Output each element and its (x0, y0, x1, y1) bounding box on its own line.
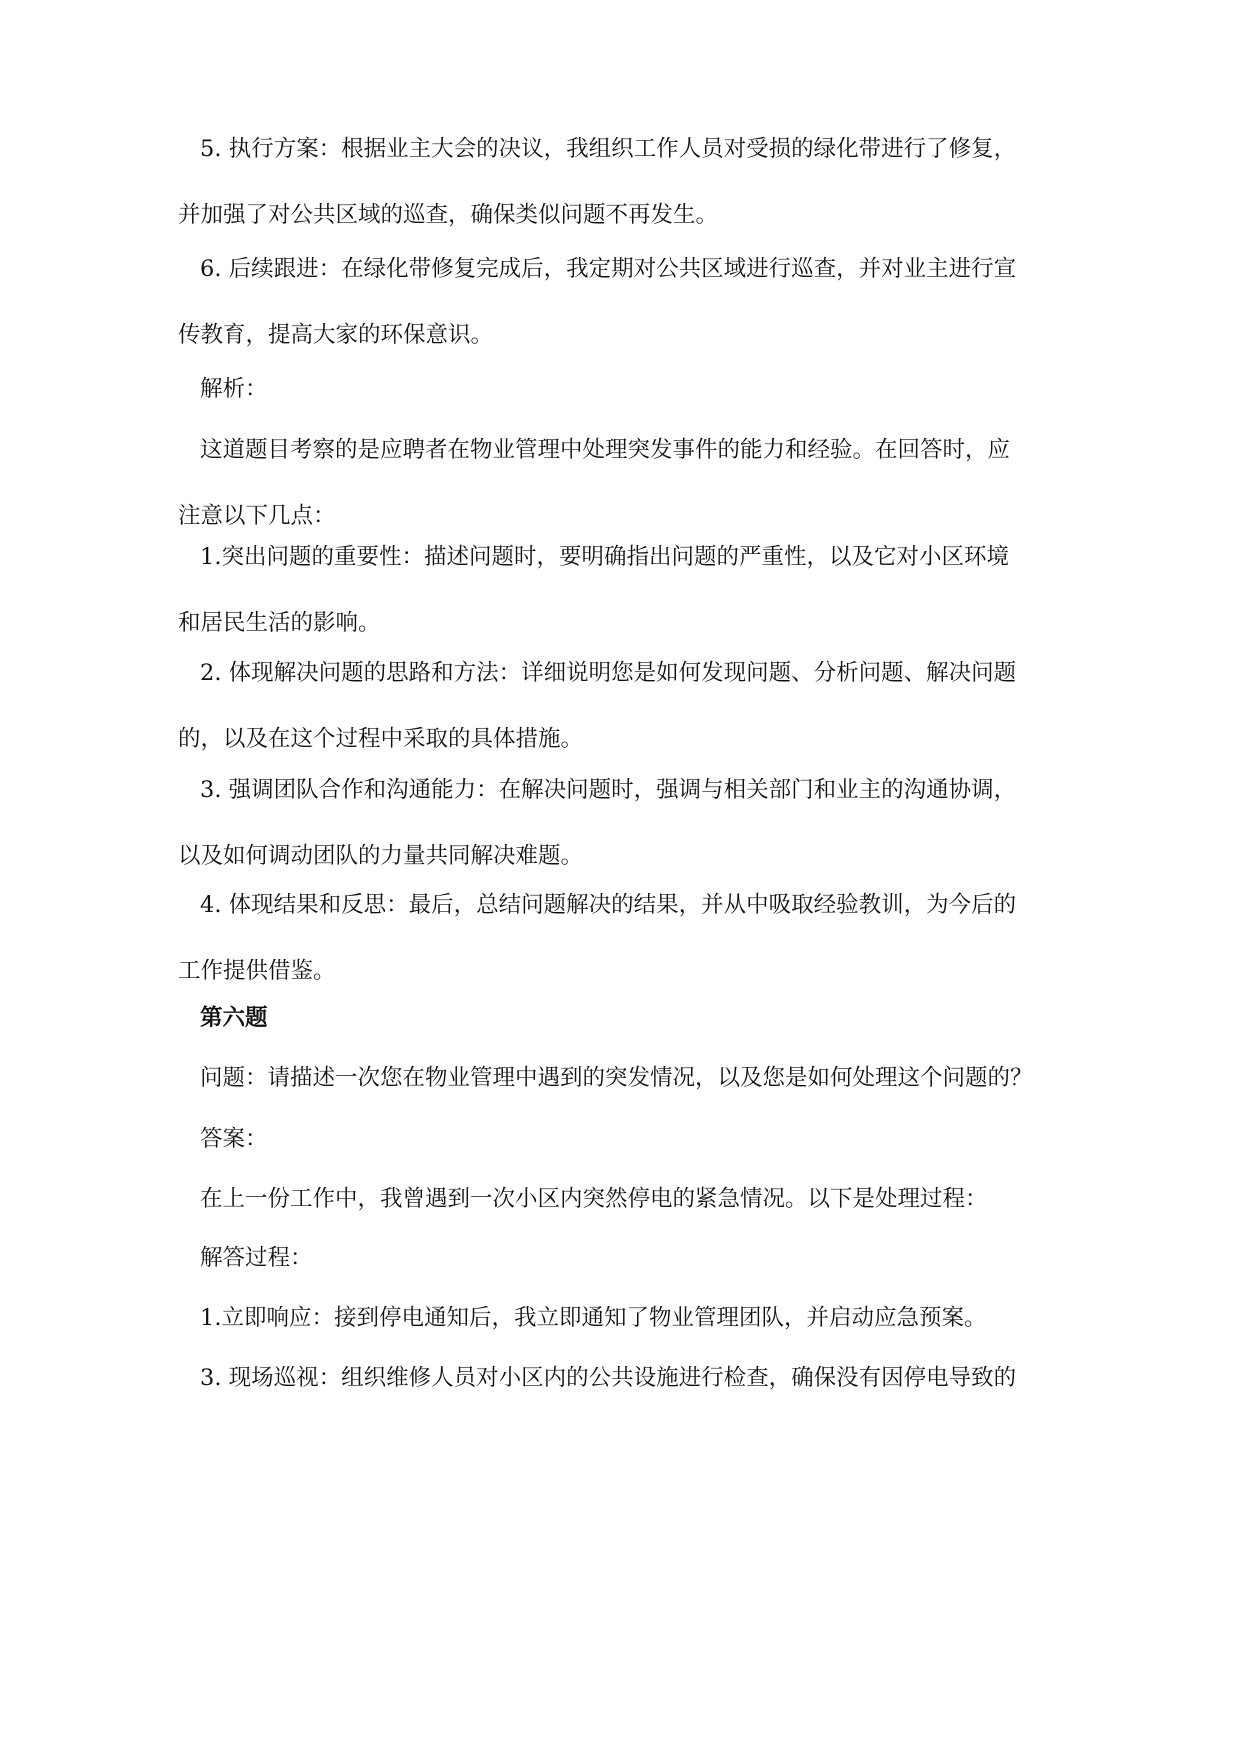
paragraph-line: 和居民生活的影响。 (178, 610, 381, 636)
paragraph-line: 3. 强调团队合作和沟通能力：在解决问题时，强调与相关部门和业主的沟通协调， (200, 777, 1017, 803)
paragraph-analysis-label (200, 356, 1102, 422)
paragraph-process-step-3 (200, 1345, 1102, 1411)
paragraph-line: 解答过程： (200, 1245, 313, 1271)
section-heading (200, 985, 1102, 1051)
paragraph-line: 以及如何调动团队的力量共同解决难题。 (178, 843, 584, 869)
paragraph-line: 1.立即响应：接到停电通知后，我立即通知了物业管理团队，并启动应急预案。 (200, 1305, 987, 1331)
paragraph-step-6 (178, 236, 1102, 368)
paragraph-point-1 (178, 524, 1102, 656)
heading-text: 第六题 (200, 1005, 268, 1031)
paragraph-line: 6. 后续跟进：在绿化带修复完成后，我定期对公共区域进行巡查，并对业主进行宣 (200, 256, 1017, 282)
paragraph-line: 5. 执行方案：根据业主大会的决议，我组织工作人员对受损的绿化带进行了修复， (200, 136, 1017, 162)
paragraph-line: 在上一份工作中，我曾遇到一次小区内突然停电的紧急情况。以下是处理过程： (200, 1186, 988, 1212)
paragraph-answer-intro (200, 1166, 1102, 1232)
paragraph-line: 工作提供借鉴。 (178, 958, 336, 984)
paragraph-process-label (200, 1225, 1102, 1291)
paragraph-question (200, 1045, 1102, 1111)
paragraph-process-step-1 (200, 1285, 1102, 1351)
paragraph-point-2 (178, 640, 1102, 772)
paragraph-line: 答案： (200, 1126, 268, 1152)
paragraph-line: 这道题目考察的是应聘者在物业管理中处理突发事件的能力和经验。在回答时，应 (200, 437, 1011, 463)
paragraph-step-5 (178, 116, 1102, 248)
paragraph-line: 解析： (200, 376, 268, 402)
paragraph-line: 4. 体现结果和反思：最后，总结问题解决的结果，并从中吸取经验教训，为今后的 (200, 892, 1017, 918)
paragraph-line: 2. 体现解决问题的思路和方法：详细说明您是如何发现问题、分析问题、解决问题 (200, 660, 1017, 686)
paragraph-line: 注意以下几点： (178, 503, 336, 529)
paragraph-line: 传教育，提高大家的环保意识。 (178, 322, 494, 348)
paragraph-line: 的，以及在这个过程中采取的具体措施。 (178, 726, 584, 752)
paragraph-line: 并加强了对公共区域的巡查，确保类似问题不再发生。 (178, 202, 719, 228)
paragraph-point-3 (178, 757, 1102, 889)
paragraph-answer-label (200, 1106, 1102, 1172)
paragraph-line: 问题：请描述一次您在物业管理中遇到的突发情况，以及您是如何处理这个问题的？ (200, 1065, 1033, 1091)
paragraph-line: 3. 现场巡视：组织维修人员对小区内的公共设施进行检查，确保没有因停电导致的 (200, 1365, 1017, 1391)
paragraph-line: 1.突出问题的重要性：描述问题时，要明确指出问题的严重性，以及它对小区环境 (200, 544, 1009, 570)
